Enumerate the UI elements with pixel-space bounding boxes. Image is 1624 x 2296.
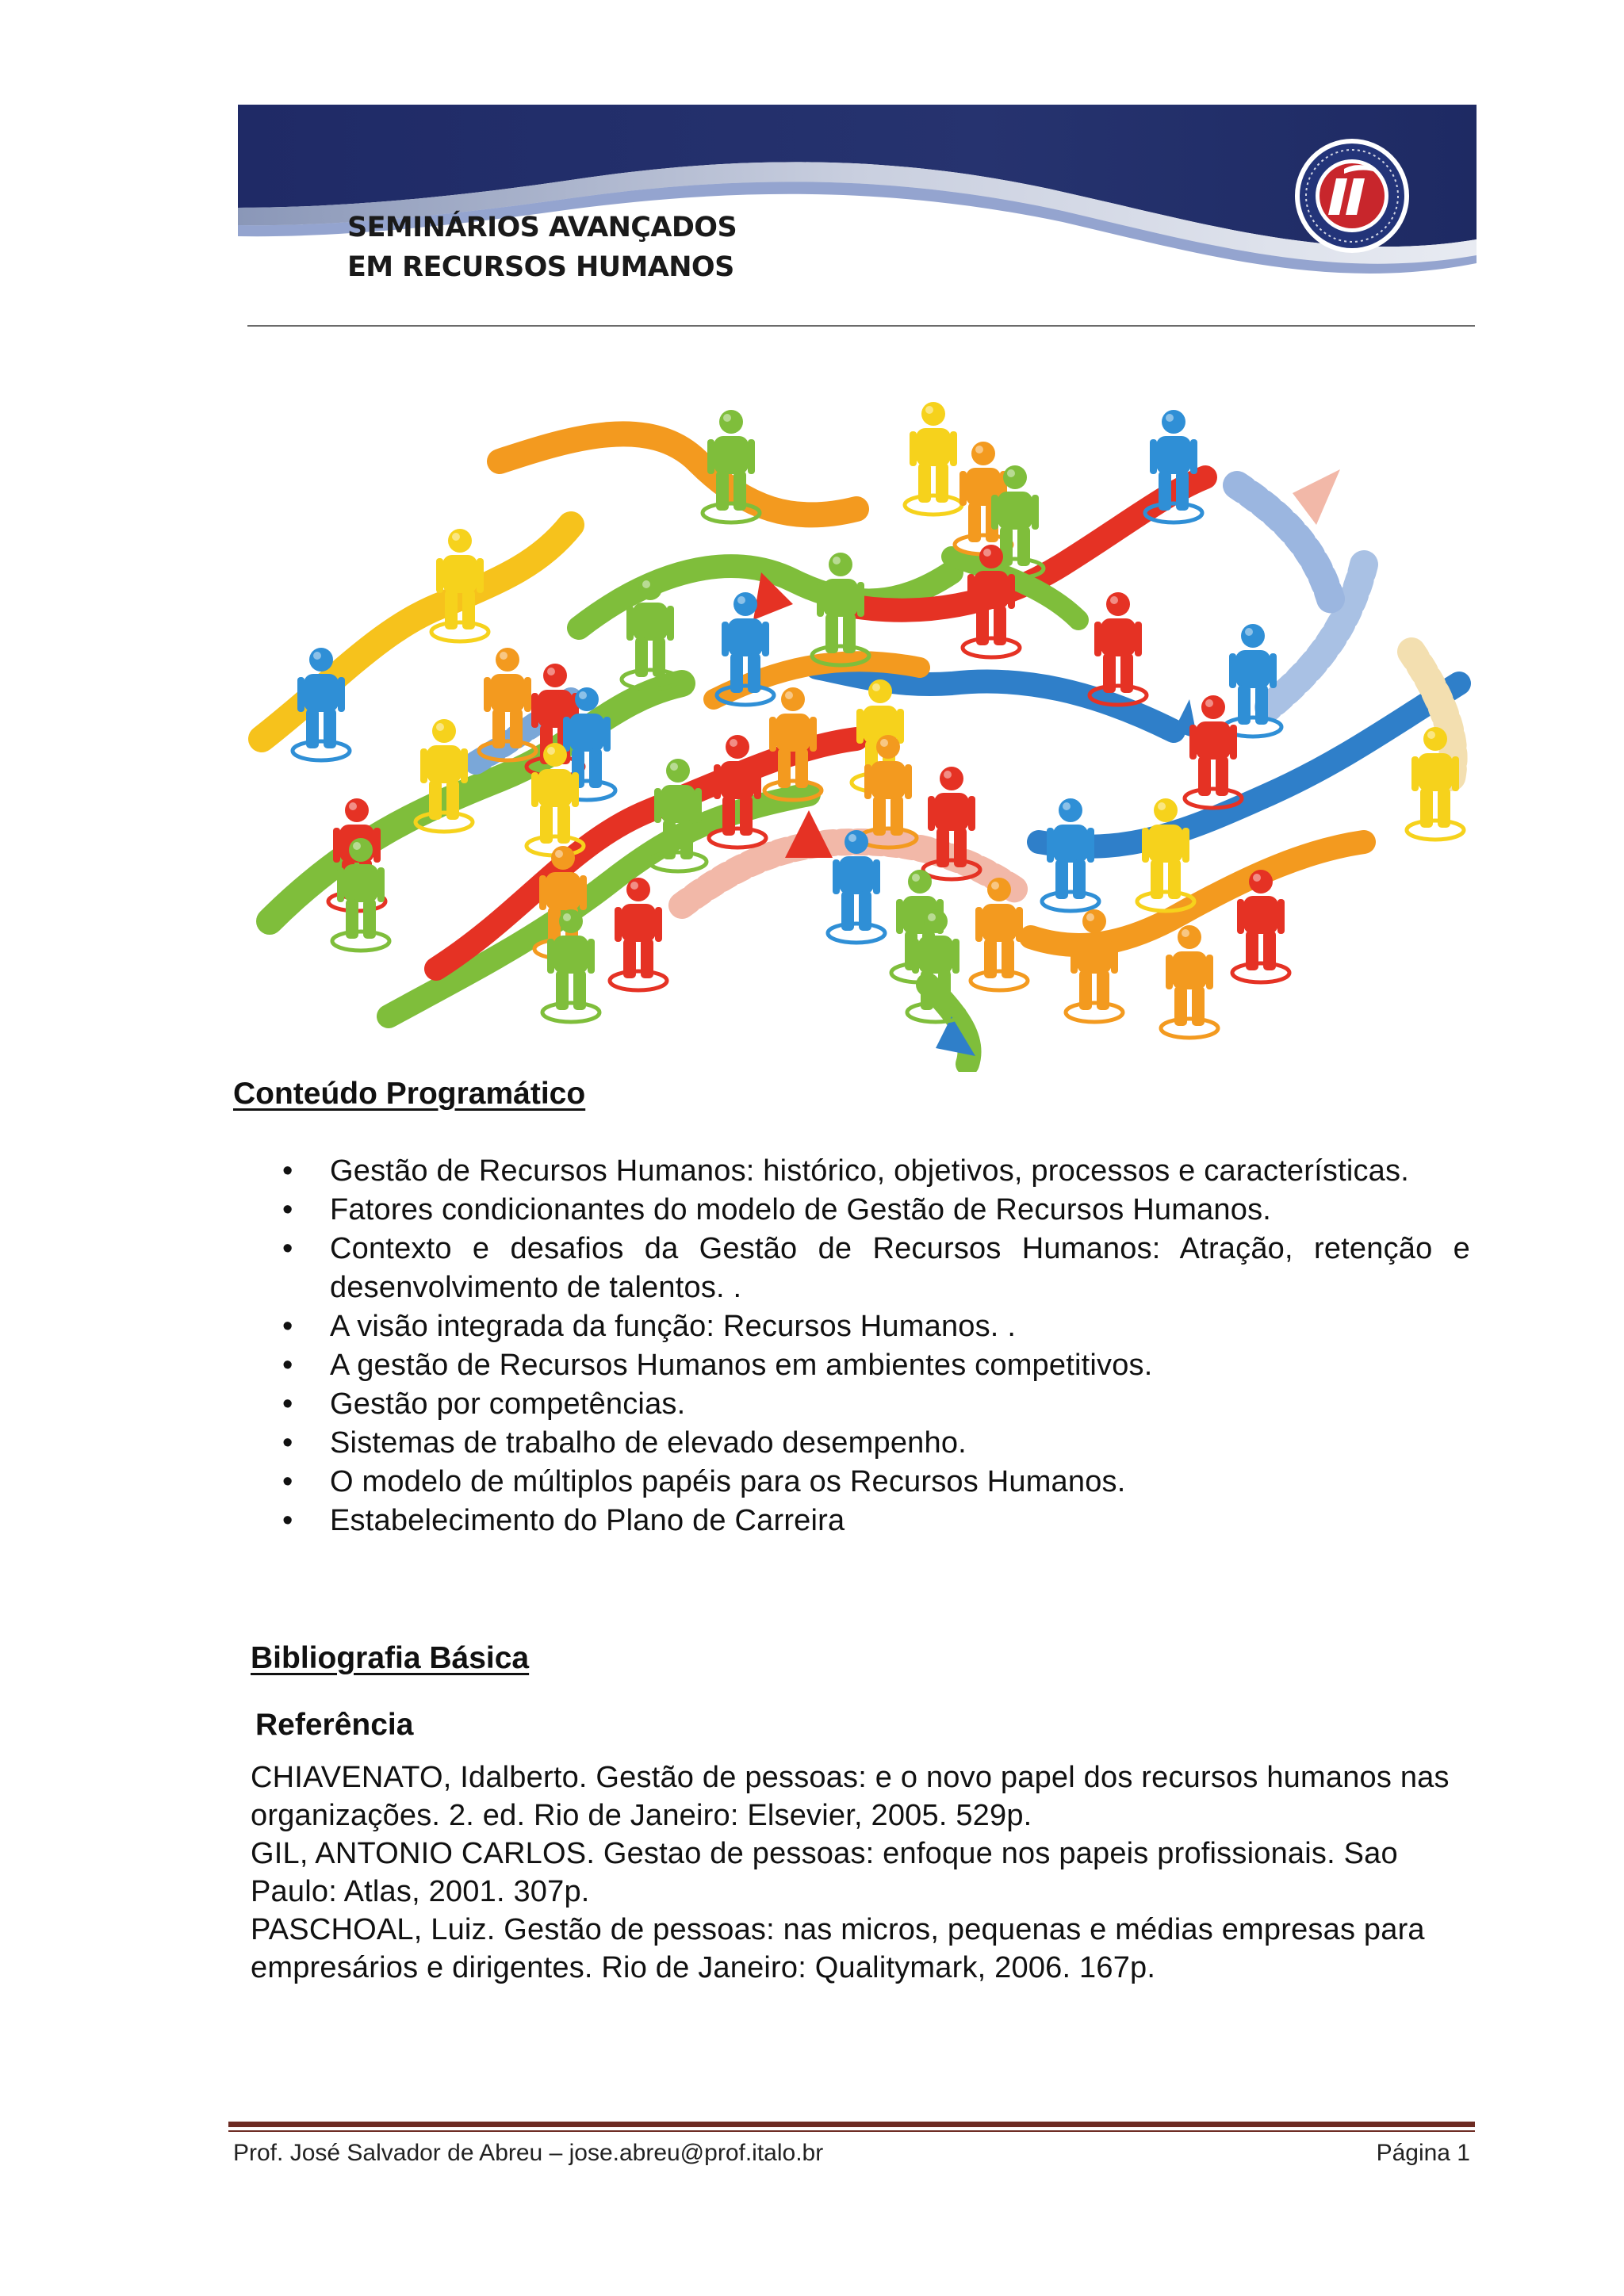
list-item: • Fatores condicionantes do modelo de Gestão de Recursos Humanos. [282,1191,1470,1230]
footer-divider-thin [228,2130,1475,2132]
person-icon [1090,592,1147,705]
reference-item: PASCHOAL, Luiz. Gestão de pessoas: nas micros, pequenas e médias empresas para empresários e dirigentes. Rio de Janeiro: Qualitymark, 2006. 167p. [251,1913,1425,1984]
topics-list [282,1152,1470,1540]
list-item: • A visão integrada da função: Recursos Humanos. . [282,1307,1470,1346]
person-icon [703,410,760,522]
list-item: • A gestão de Recursos Humanos em ambientes competitivos. [282,1346,1470,1385]
bibliography-heading: Bibliografia Básica [251,1641,530,1675]
footer-page-number: Página 1 [1376,2140,1470,2166]
conteudo-heading: Conteúdo Programático [233,1077,586,1111]
person-icon [905,402,962,515]
person-icon [610,878,667,990]
reference-item: GIL, ANTONIO CARLOS. Gestao de pessoas: enfoque nos papeis profissionais. Sao Paulo: Atlas, 2001. 307p. [251,1837,1398,1908]
person-icon [1137,798,1194,911]
list-item: • Estabelecimento do Plano de Carreira [282,1502,1470,1540]
person-icon [1185,695,1242,808]
person-icon [1066,909,1123,1022]
footer-divider [228,2122,1475,2127]
reference-item: CHIAVENATO, Idalberto. Gestão de pessoas: e o novo papel dos recursos humanos nas organizações. 2. ed. Rio de Janeiro: Elsevier, 2005. 529p. [251,1761,1450,1832]
person-icon [764,687,822,800]
person-icon [1161,925,1218,1038]
list-item: • Sistemas de trabalho de elevado desempenho. [282,1424,1470,1463]
person-icon [812,553,869,665]
header-divider [247,325,1475,327]
footer-author: Prof. José Salvador de Abreu – jose.abreu@prof.italo.br [233,2140,824,2166]
person-icon [709,735,766,848]
person-icon [431,529,488,641]
reference-subheading: Referência [255,1708,414,1742]
person-icon [1224,624,1281,737]
header-title-line1: SEMINÁRIOS AVANÇADOS [347,212,737,243]
header-title [347,208,737,287]
list-item: • Gestão de Recursos Humanos: histórico, objetivos, processos e características. [282,1152,1470,1191]
header-title-line2: EM RECURSOS HUMANOS [347,251,734,283]
list-item: • Gestão por competências. [282,1385,1470,1424]
institution-logo-icon [1295,139,1409,253]
people-network-illustration [238,366,1477,1072]
reference-list [251,1758,1472,1987]
list-item: • Contexto e desafios da Gestão de Recursos Humanos: Atração, retenção e desenvolvimento de talentos. . [282,1230,1470,1307]
list-item: • O modelo de múltiplos papéis para os Recursos Humanos. [282,1463,1470,1502]
person-icon [649,759,707,871]
person-icon [1042,798,1099,911]
